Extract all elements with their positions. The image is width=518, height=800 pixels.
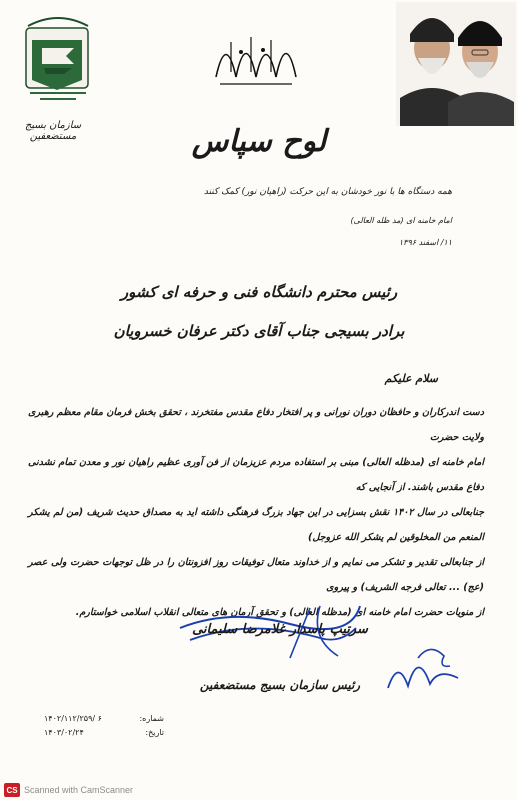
letter-date-label: تاریخ: [145,728,164,737]
handwritten-note-scribble [378,638,468,708]
signer-name: سرتیپ پاسدار غلامرضا سلیمانی [192,622,368,637]
org-name: سازمان بسیج مستضعفین [24,120,82,142]
signer-title: رئیس سازمان بسیج مستضعفین [199,678,361,692]
letter-date-row [44,726,164,740]
letter-meta [44,712,164,740]
greeting: سلام علیکم [384,372,438,385]
letter-number-label: شماره: [139,714,164,723]
quote-date: ۱۱/ اسفند ۱۳۹۶ [398,238,452,247]
letter-number-row [44,712,164,726]
quote-source: امام خامنه ای (مد ظله العالی) [350,216,452,225]
bismillah-calligraphy-icon [206,22,306,90]
irgc-emblem-icon [22,10,96,118]
camscanner-icon: CS [4,783,20,797]
letter-body [28,400,484,625]
recipient-title: رئیس محترم دانشگاه فنی و حرفه ای کشور [120,283,398,301]
page-title: لوح سپاس [191,124,327,159]
recipient-name: برادر بسیجی جناب آقای دکتر عرفان خسرویان [113,322,405,340]
camscanner-label: Scanned with CamScanner [24,785,134,795]
leader-quote: همه دستگاه ها با نور خودشان به این حرکت (راهیان نور) کمک کنند [203,187,452,197]
leaders-portrait-image [396,2,516,126]
body-line: از جنابعالی تقدیر و تشکر می نمایم و از خداوند متعال توفیقات روز افزونتان را در ظل توجهات حضرت ولی عصر (عج) ... تعالی فرجه الشریف) و پیروی [28,557,484,593]
body-line: جنابعالی در سال ۱۴۰۲ نقش بسزایی در این جهاد بزرگ فرهنگی داشته اید به مصداق حدیث شریف (من لم یشکر المنعم من المخلوقین لم یشکر الله عزوجل) [28,507,485,543]
letter-number-value: ۱۴۰۲/۱۱۲/۲۵۹/ ۶ [44,714,102,723]
letter-date-value: ۱۴۰۳/۰۲/۲۴ [44,728,84,737]
body-line: از منویات حضرت امام خامنه ای (مدظله العالی) و تحقق آرمان های متعالی انقلاب اسلامی خواستارم. [75,607,484,618]
body-line: دست اندرکاران و حافظان دوران نورانی و پر افتخار دفاع مقدس مفتخرند ، تحقق بخش فرمان مقام معظم رهبری ولایت حضرت [28,407,484,443]
camscanner-watermark [4,782,133,798]
body-line: امام خامنه ای (مدظله العالی) مبنی بر استفاده مردم عزیزمان از فن آوری عظیم راهیان نور و معدن تمام نشدنی دفاع مقدس باشند. از آنجایی که [28,457,484,493]
